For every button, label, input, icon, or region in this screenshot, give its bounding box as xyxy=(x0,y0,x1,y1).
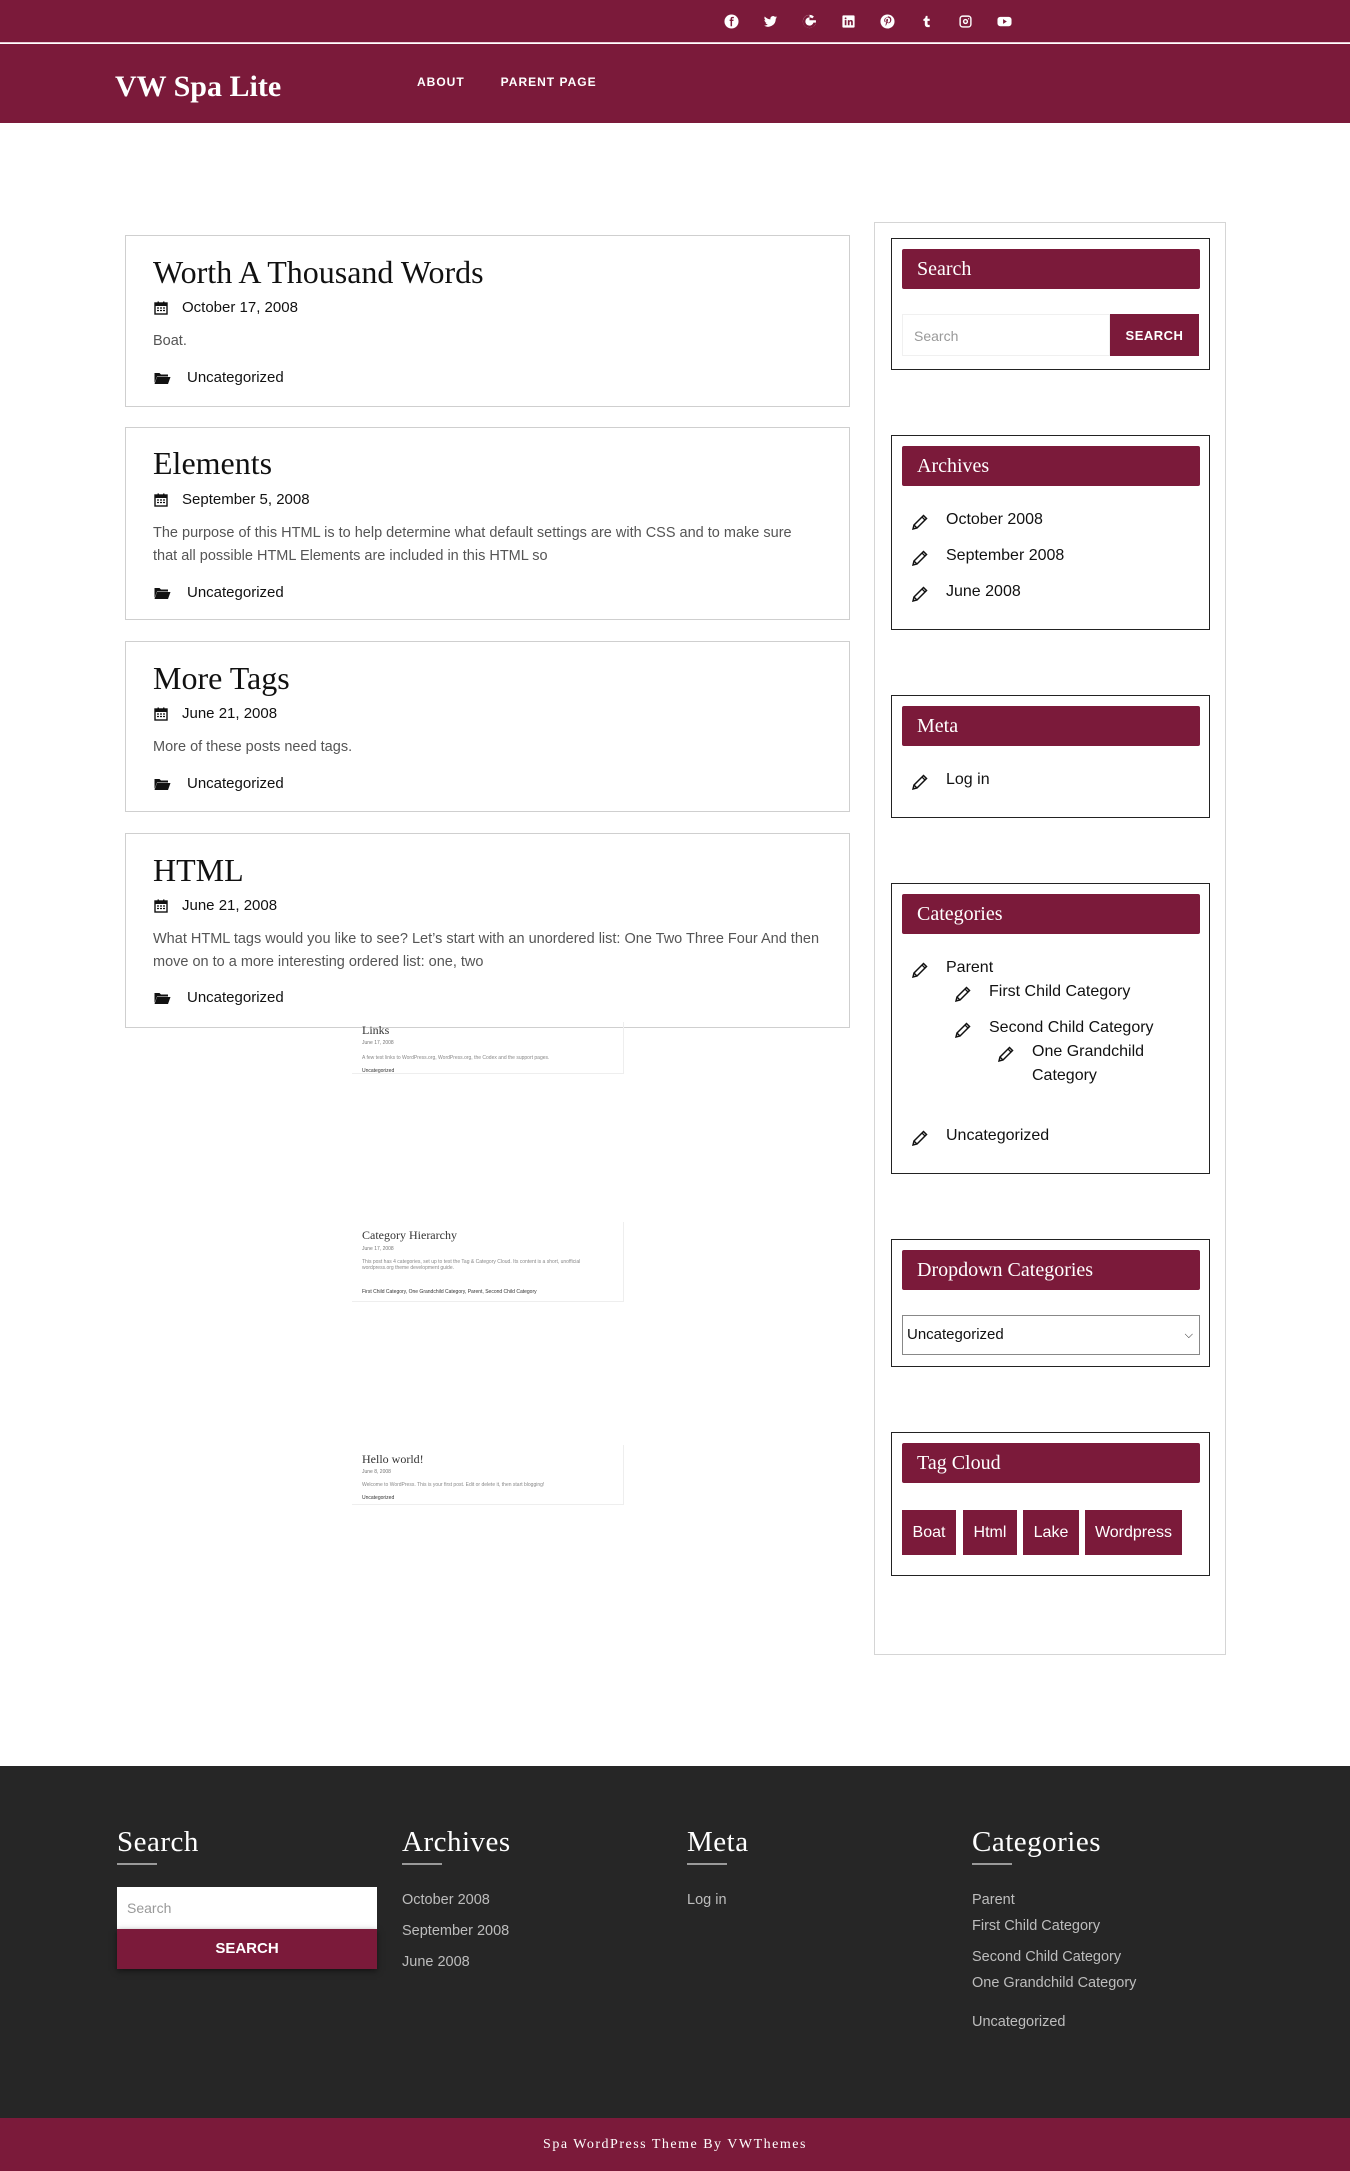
title-underline xyxy=(402,1863,442,1865)
tag-boat[interactable]: Boat xyxy=(902,1510,956,1555)
search-widget xyxy=(891,238,1210,370)
categories-widget xyxy=(891,883,1210,1174)
mini-post-card xyxy=(352,1022,624,1074)
nav-item-about[interactable]: ABOUT xyxy=(417,75,465,89)
category-item-first-child[interactable]: First Child Category xyxy=(954,980,1130,1004)
footer-archive-link[interactable]: September 2008 xyxy=(402,1923,510,1939)
footer-category-link[interactable]: Second Child Category xyxy=(972,1949,1122,1965)
footer-meta-login[interactable]: Log in xyxy=(687,1892,727,1908)
folder-icon xyxy=(154,991,171,1005)
chevron-down-icon: ⌵ xyxy=(1184,1329,1193,1341)
widget-title: Tag Cloud xyxy=(902,1443,1200,1483)
mini-post-category[interactable]: Uncategorized xyxy=(362,1068,395,1074)
post-date: June 21, 2008 xyxy=(154,897,277,914)
calendar-icon xyxy=(154,707,168,721)
tumblr-icon[interactable] xyxy=(907,10,946,32)
folder-icon xyxy=(154,586,171,600)
archive-item[interactable]: June 2008 xyxy=(911,580,1021,604)
calendar-icon xyxy=(154,493,168,507)
title-underline xyxy=(972,1863,1012,1865)
post-date: October 17, 2008 xyxy=(154,299,298,316)
mini-post-date: June 17, 2008 xyxy=(362,1040,394,1046)
folder-icon xyxy=(154,371,171,385)
post-card xyxy=(125,833,850,1028)
archive-item[interactable]: September 2008 xyxy=(911,544,1064,568)
top-bar xyxy=(0,0,1350,43)
pencil-icon xyxy=(911,585,929,603)
pencil-icon xyxy=(954,1021,972,1039)
dropdown-categories-widget xyxy=(891,1239,1210,1367)
footer-widget-title: Categories xyxy=(972,1826,1102,1858)
post-excerpt: What HTML tags would you like to see? Let’s start with an unordered list: One Two Three Four And then move on to a more interesting ordered list: one, two xyxy=(153,931,820,970)
nav-item-parent-page[interactable]: PARENT PAGE xyxy=(500,75,597,89)
mini-post-date: June 17, 2008 xyxy=(362,1246,394,1252)
footer-meta-col xyxy=(687,1828,749,1865)
widget-title: Search xyxy=(902,249,1200,289)
post-excerpt: Boat. xyxy=(153,333,187,349)
pencil-icon xyxy=(954,985,972,1003)
footer-search-input[interactable]: Search xyxy=(117,1887,377,1929)
main-nav xyxy=(417,75,633,89)
title-underline xyxy=(117,1863,157,1865)
mini-post-title[interactable]: Category Hierarchy xyxy=(362,1228,457,1242)
category-item-uncategorized[interactable]: Uncategorized xyxy=(911,1124,1049,1148)
footer-category-link[interactable]: Parent xyxy=(972,1892,1015,1908)
widget-title: Categories xyxy=(902,894,1200,934)
meta-widget xyxy=(891,695,1210,818)
post-category: Uncategorized xyxy=(154,369,284,386)
category-item-grandchild[interactable]: One Grandchild Category xyxy=(997,1040,1177,1088)
twitter-icon[interactable] xyxy=(751,10,790,32)
post-date: June 21, 2008 xyxy=(154,705,277,722)
post-category: Uncategorized xyxy=(154,584,284,601)
mini-post-card xyxy=(352,1222,624,1302)
post-date: September 5, 2008 xyxy=(154,491,310,508)
pencil-icon xyxy=(911,1129,929,1147)
folder-icon xyxy=(154,777,171,791)
mini-post-category[interactable]: Uncategorized xyxy=(362,1495,395,1501)
calendar-icon xyxy=(154,899,168,913)
pencil-icon xyxy=(997,1045,1015,1063)
mini-post-card xyxy=(352,1445,624,1505)
tag-wordpress[interactable]: Wordpress xyxy=(1085,1510,1182,1555)
linkedin-icon[interactable] xyxy=(829,10,868,32)
archive-item[interactable]: October 2008 xyxy=(911,508,1043,532)
footer-category-link[interactable]: One Grandchild Category xyxy=(972,1975,1137,1991)
title-underline xyxy=(687,1863,727,1865)
site-header xyxy=(0,44,1350,123)
post-excerpt: The purpose of this HTML is to help determine what default settings are with CSS and to make sure that all possible HTML Elements are included in this HTML so xyxy=(153,525,792,564)
search-input[interactable]: Search xyxy=(902,314,1110,356)
pencil-icon xyxy=(911,549,929,567)
instagram-icon[interactable] xyxy=(946,10,985,32)
footer-widget-title: Meta xyxy=(687,1826,749,1858)
mini-post-title[interactable]: Hello world! xyxy=(362,1452,424,1466)
footer-category-link[interactable]: Uncategorized xyxy=(972,2014,1066,2030)
copyright-bar xyxy=(0,2118,1350,2171)
post-title[interactable]: More Tags xyxy=(153,660,290,696)
widget-title: Meta xyxy=(902,706,1200,746)
search-button[interactable]: SEARCH xyxy=(1110,314,1199,356)
post-title[interactable]: Worth A Thousand Words xyxy=(153,254,484,290)
google-icon[interactable] xyxy=(790,10,829,32)
youtube-icon[interactable] xyxy=(985,10,1024,32)
post-title[interactable]: Elements xyxy=(153,445,273,481)
post-category: Uncategorized xyxy=(154,989,284,1006)
mini-post-excerpt: A few test links to WordPress.org, WordPress.org, the Codex and the support pages. xyxy=(362,1055,550,1061)
pencil-icon xyxy=(911,961,929,979)
sidebar xyxy=(874,222,1226,1655)
mini-post-title[interactable]: Links xyxy=(362,1023,390,1037)
footer-search-col xyxy=(117,1828,199,1865)
footer-archive-link[interactable]: October 2008 xyxy=(402,1892,490,1908)
footer-widget-title: Archives xyxy=(402,1826,511,1858)
footer-archives-col xyxy=(402,1828,511,1865)
social-links xyxy=(712,10,1024,32)
footer-categories-col xyxy=(972,1828,1101,1865)
post-card xyxy=(125,235,850,407)
site-logo[interactable]: VW Spa Lite xyxy=(115,70,282,103)
footer-category-link[interactable]: First Child Category xyxy=(972,1918,1101,1934)
pencil-icon xyxy=(911,773,929,791)
archives-widget xyxy=(891,435,1210,630)
copyright-text[interactable]: Spa WordPress Theme By VWThemes xyxy=(543,2137,807,2152)
footer-archive-link[interactable]: June 2008 xyxy=(402,1954,470,1970)
footer-search-button[interactable]: SEARCH xyxy=(117,1929,377,1969)
category-item-parent[interactable]: Parent xyxy=(911,956,993,980)
widget-title: Dropdown Categories xyxy=(902,1250,1200,1290)
pinterest-icon[interactable] xyxy=(868,10,907,32)
category-dropdown[interactable]: Uncategorized ⌵ xyxy=(902,1315,1200,1355)
tag-cloud-widget xyxy=(891,1432,1210,1576)
mini-post-excerpt: This post has 4 categories, set up to test the Tag & Category Cloud. Its content is a short, unofficial wordpress.org theme development guide. xyxy=(362,1259,581,1271)
mini-post-excerpt: Welcome to WordPress. This is your first post. Edit or delete it, then start blogging! xyxy=(362,1482,545,1488)
meta-item-login[interactable]: Log in xyxy=(911,768,990,792)
mini-post-date: June 8, 2008 xyxy=(362,1469,391,1475)
facebook-icon[interactable] xyxy=(712,10,751,32)
post-title[interactable]: HTML xyxy=(153,852,244,888)
tag-lake[interactable]: Lake xyxy=(1023,1510,1079,1555)
post-card xyxy=(125,427,850,620)
pencil-icon xyxy=(911,513,929,531)
category-item-second-child[interactable]: Second Child Category xyxy=(954,1016,1154,1040)
calendar-icon xyxy=(154,301,168,315)
widget-title: Archives xyxy=(902,446,1200,486)
mini-post-category[interactable]: First Child Category, One Grandchild Category, Parent, Second Child Category xyxy=(362,1289,537,1295)
post-excerpt: More of these posts need tags. xyxy=(153,739,353,755)
footer-widget-title: Search xyxy=(117,1826,199,1858)
post-category: Uncategorized xyxy=(154,775,284,792)
post-card xyxy=(125,641,850,812)
tag-html[interactable]: Html xyxy=(963,1510,1017,1555)
